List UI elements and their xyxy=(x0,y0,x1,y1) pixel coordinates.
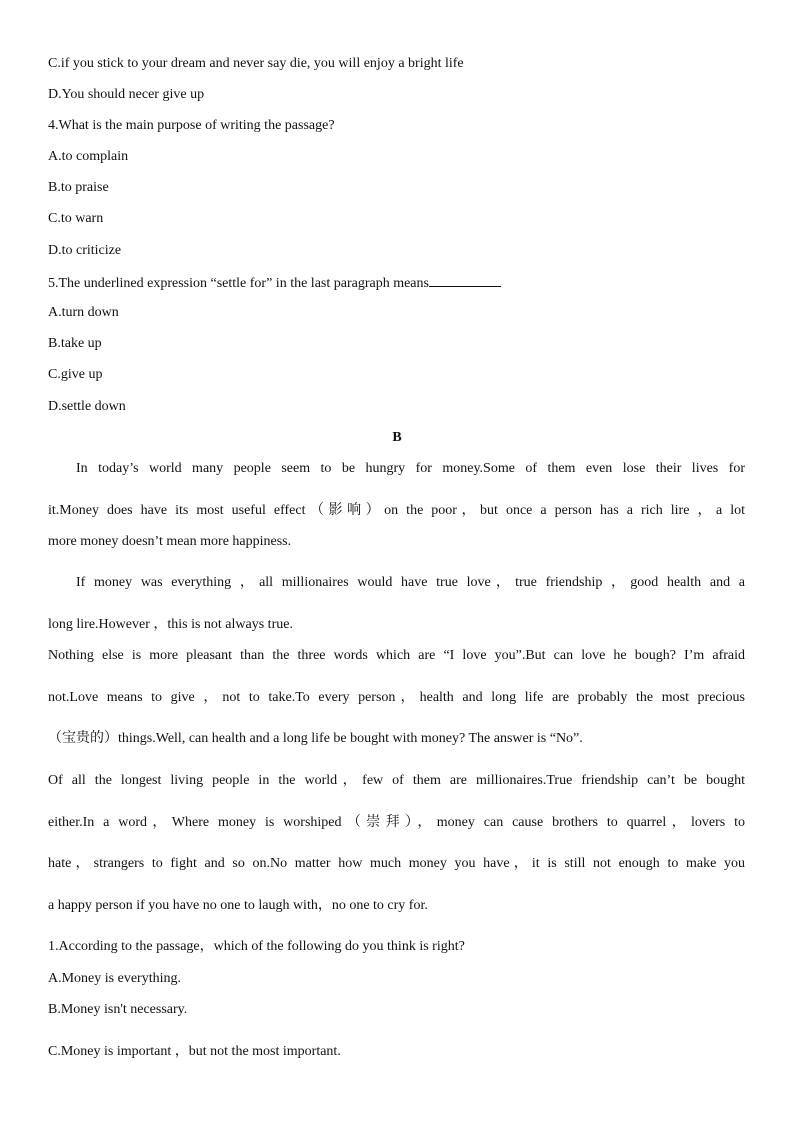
answer-blank xyxy=(429,274,501,287)
passage-line: it.Money does have its most useful effect（影响）on the poor，but once a person has a rich lire ，a lot xyxy=(48,503,745,518)
passage-line: not.Love means to give ，not to take.To every person，health and long life are probably the most precious xyxy=(48,690,745,705)
option-4d: D.to criticize xyxy=(48,243,122,258)
passage-line: either.In a word，Where money is worshiped（崇拜），money can cause brothers to quarrel，lovers to xyxy=(48,815,745,830)
passage-line: a happy person if you have no one to laugh with，no one to cry for. xyxy=(48,898,428,913)
passage-line: long lire.However ，this is not always true. xyxy=(48,617,293,632)
passage-line: （宝贵的）things.Well, can health and a long life be bought with money? The answer is “No”. xyxy=(48,731,583,746)
option-1b: B.Money isn't necessary. xyxy=(48,1002,188,1017)
option-5a: A.turn down xyxy=(48,305,119,320)
option-5c: C.give up xyxy=(48,367,103,382)
option-5d: D.settle down xyxy=(48,399,126,414)
option-1a: A.Money is everything. xyxy=(48,971,181,986)
passage-line: In today’s world many people seem to be hungry for money.Some of them even lose their lives for xyxy=(76,461,745,476)
question-4: 4.What is the main purpose of writing the passage? xyxy=(48,118,335,133)
passage-line: Nothing else is more pleasant than the three words which are “I love you”.But can love he bough? I’m afraid xyxy=(48,648,745,663)
option-5b: B.take up xyxy=(48,336,102,351)
option-4a: A.to complain xyxy=(48,149,129,164)
question-1: 1.According to the passage，which of the following do you think is right? xyxy=(48,939,465,954)
passage-line: more money doesn’t mean more happiness. xyxy=(48,534,292,549)
passage-line: Of all the longest living people in the world，few of them are millionaires.True friendship can’t be bought xyxy=(48,773,745,788)
option-1c: C.Money is important ，but not the most important. xyxy=(48,1044,341,1059)
question-5-text: 5.The underlined expression “settle for” in the last paragraph means xyxy=(48,276,429,291)
option-4c: C.to warn xyxy=(48,211,104,226)
section-heading: B xyxy=(392,430,402,445)
option-4b: B.to praise xyxy=(48,180,109,195)
passage-line: hate，strangers to fight and so on.No matter how much money you have，it is still not enough to make you xyxy=(48,856,745,871)
option-3c: C.if you stick to your dream and never say die, you will enjoy a bright life xyxy=(48,56,464,71)
option-3d: D.You should necer give up xyxy=(48,87,205,102)
question-5 xyxy=(48,274,501,292)
passage-line: If money was everything ，all millionaires would have true love，true friendship ，good health and a xyxy=(76,575,745,590)
